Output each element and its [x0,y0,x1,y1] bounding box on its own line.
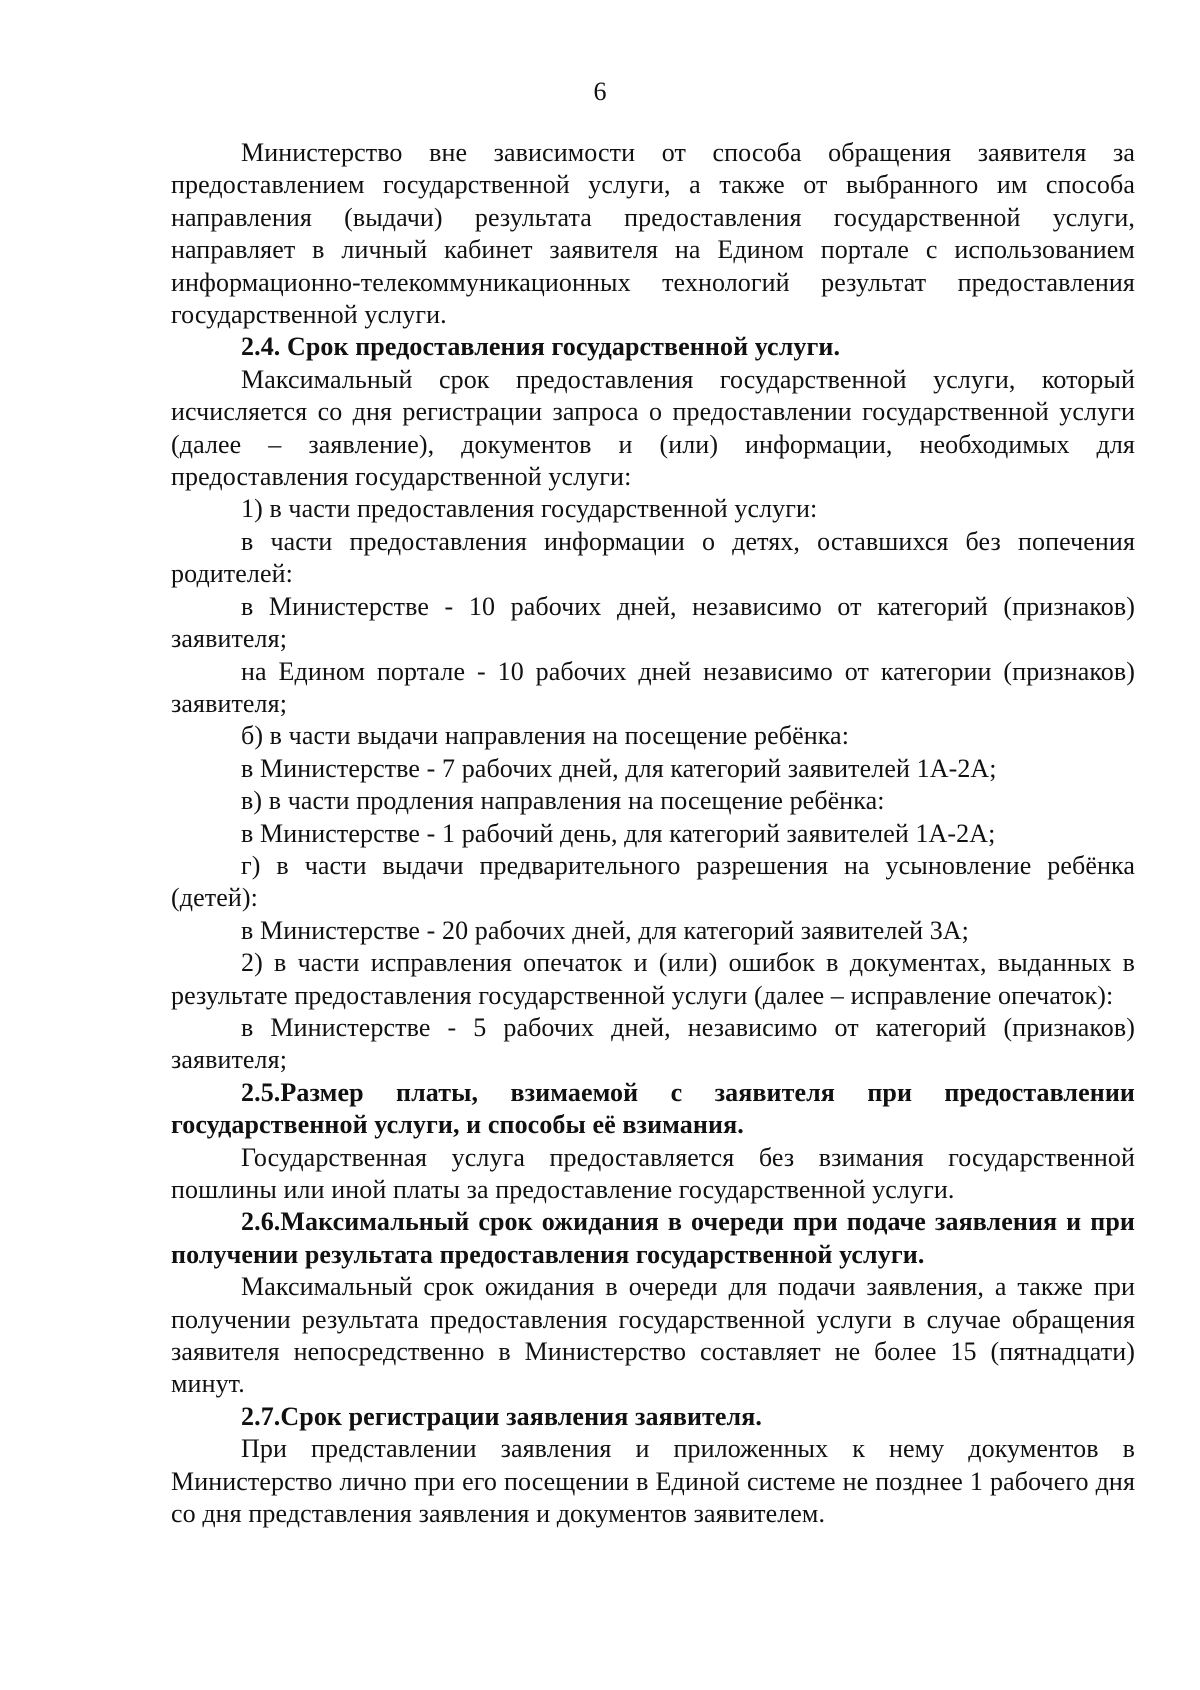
list-item: в Министерстве - 10 рабочих дней, независимо от категорий (признаков) заявителя; [171,591,1135,654]
list-item: 1) в части предоставления государственной услуги: [241,494,818,524]
page-number: 6 [593,77,607,106]
paragraph: Министерство вне зависимости от способа обращения заявителя за предоставлением государственной услуги, а также от выбранного им способа направления (выдачи) результата предоставления государственной услуги, направляет в личный кабинет заявителя на Едином портале с использованием информационно-телекоммуникационных технологий результат предоставления государственной услуги. [171,138,1135,330]
list-item: на Едином портале - 10 рабочих дней независимо от категории (признаков) заявителя; [171,656,1135,718]
list-item: в Министерстве - 1 рабочий день, для категорий заявителей 1А-2А; [241,818,996,848]
list-item: б) в части выдачи направления на посещение ребёнка: [241,721,850,751]
list-item: г) в части выдачи предварительного разрешения на усыновление ребёнка (детей): [171,850,1135,913]
list-item: 2) в части исправления опечаток и (или) ошибок в документах, выданных в результате предоставления государственной услуги (далее – исправление опечаток): [171,948,1135,1010]
paragraph: Государственная услуга предоставляется без взимания государственной пошлины или иной платы за предоставление государственной услуги. [171,1142,1135,1204]
section-heading: 2.4. Срок предоставления государственной услуги. [241,332,841,362]
section-heading: 2.7.Срок регистрации заявления заявителя. [241,1401,763,1431]
list-item: в Министерстве - 5 рабочих дней, независимо от категорий (признаков) заявителя; [171,1012,1135,1075]
document-body [171,137,1135,1530]
paragraph: Максимальный срок ожидания в очереди для подачи заявления, а также при получении результата предоставления государственной услуги в случае обращения заявителя непосредственно в Министерство составляет не более 15 (пятнадцати) минут. [171,1272,1135,1399]
section-heading: 2.5.Размер платы, взимаемой с заявителя при предоставлении государственной услуги, и способы её взимания. [171,1077,1135,1140]
list-item: в Министерстве - 7 рабочих дней, для категорий заявителей 1А-2А; [241,753,997,783]
list-item: в части предоставления информации о детях, оставшихся без попечения родителей: [171,526,1135,589]
list-item: в) в части продления направления на посещение ребёнка: [241,786,885,816]
section-heading: 2.6.Максимальный срок ожидания в очереди при подаче заявления и при получении результата предоставления государственной услуги. [171,1207,1135,1269]
paragraph: Максимальный срок предоставления государственной услуги, который исчисляется со дня регистрации запроса о предоставлении государственной услуги (далее – заявление), документов и (или) информации, необходимых для предоставления государственной услуги: [171,364,1135,492]
paragraph: При представлении заявления и приложенных к нему документов в Министерство лично при его посещении в Единой системе не позднее 1 рабочего дня со дня представления заявления и документов заявителем. [171,1434,1135,1529]
list-item: в Министерстве - 20 рабочих дней, для категорий заявителей 3А; [241,915,969,945]
